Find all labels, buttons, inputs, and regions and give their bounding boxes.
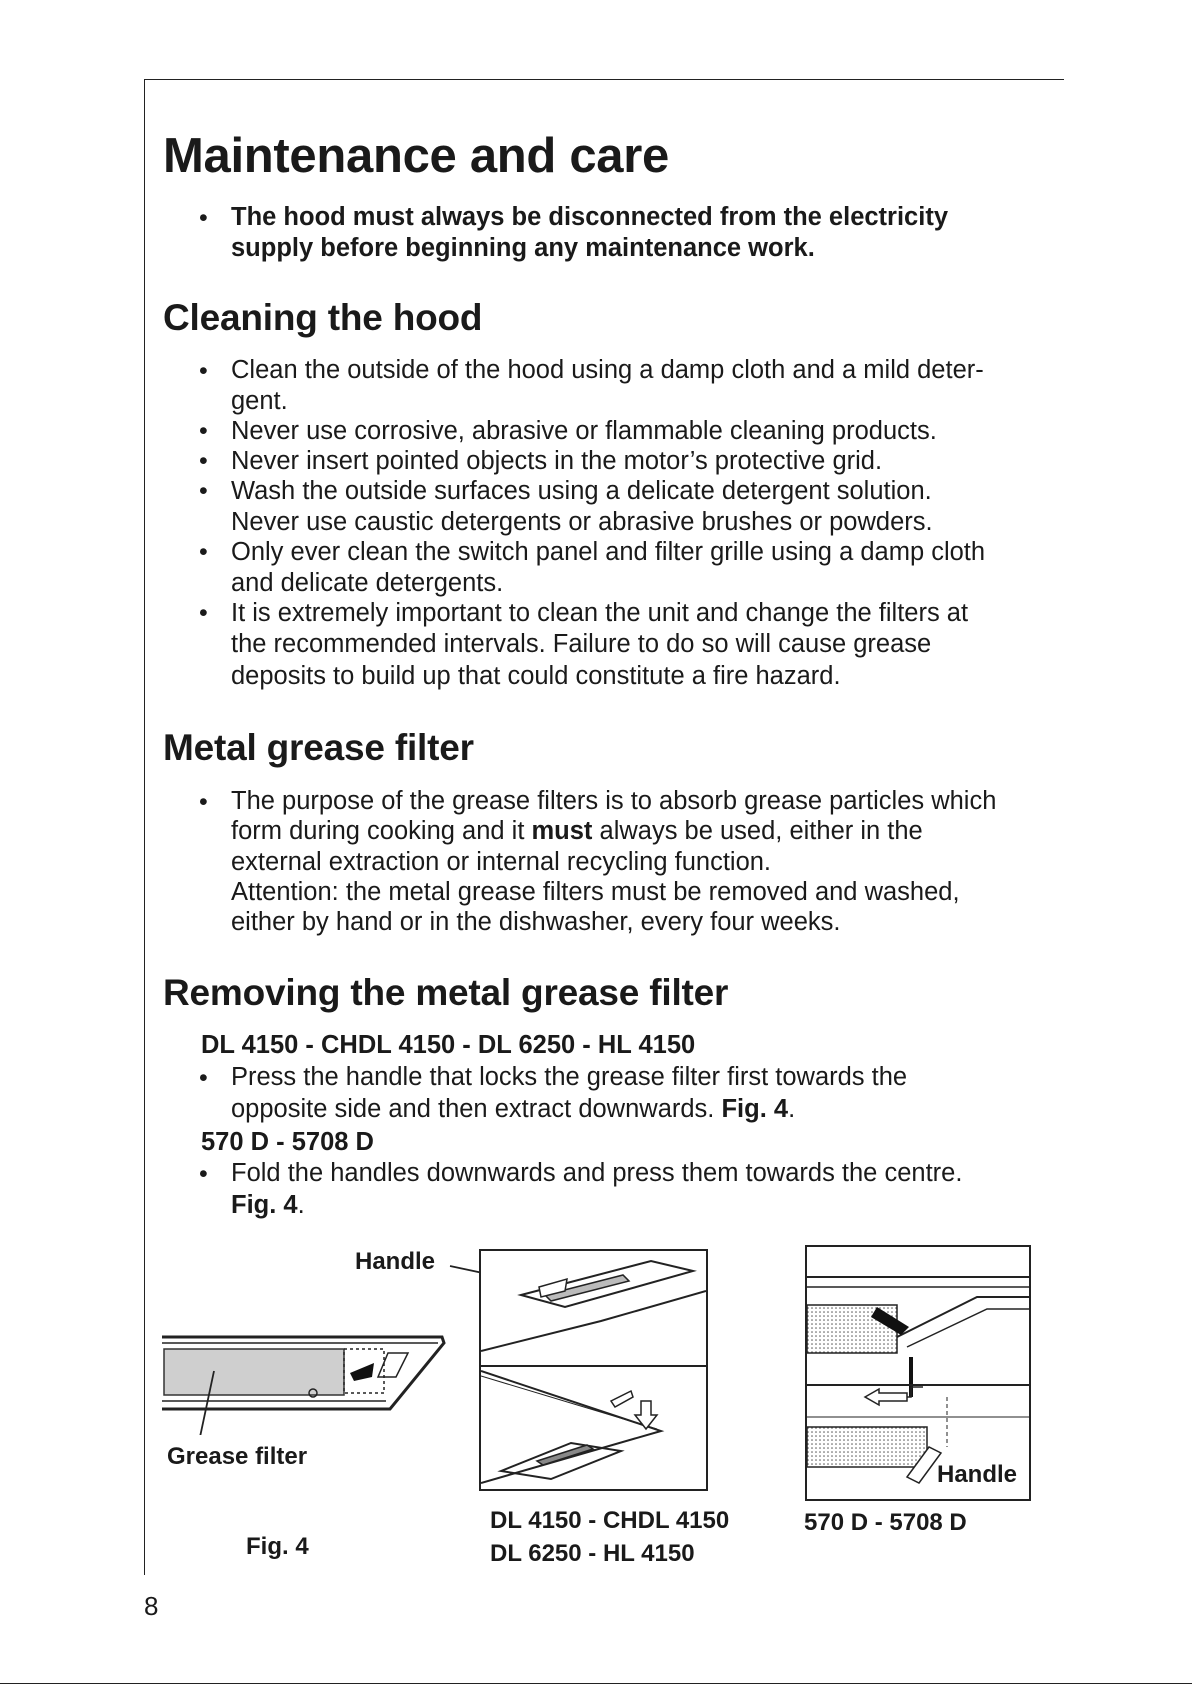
cleaning-line: It is extremely important to clean the unit and change the filters at <box>231 599 969 627</box>
removing-line: Press the handle that locks the grease filter first towards the <box>231 1063 908 1091</box>
hood-illustration <box>160 1325 460 1435</box>
bullet-icon: • <box>199 357 208 385</box>
metal-filter-line: either by hand or in the dishwasher, every four weeks. <box>231 908 841 936</box>
warning-line: The hood must always be disconnected from the electricity <box>231 203 949 231</box>
page-number: 8 <box>144 1591 159 1621</box>
metal-filter-line <box>231 816 923 846</box>
removing-line <box>231 1094 795 1124</box>
cleaning-line: gent. <box>231 387 288 415</box>
cleaning-line: Wash the outside surfaces using a delicate detergent solution. <box>231 477 932 505</box>
removing-text: opposite side and then extract downwards. <box>231 1095 722 1123</box>
cleaning-line: Only ever clean the switch panel and filter grille using a damp cloth <box>231 538 986 566</box>
bullet-icon: • <box>199 447 208 475</box>
frame-left-rule <box>144 79 145 1575</box>
metal-filter-line: external extraction or internal recycling function. <box>231 848 772 876</box>
removing-text: . <box>788 1095 796 1123</box>
warning-line: supply before beginning any maintenance work. <box>231 234 815 262</box>
metal-filter-text: always be used, either in the <box>592 817 923 845</box>
removing-line: Fold the handles downwards and press them towards the centre. <box>231 1159 963 1187</box>
cleaning-line: Never insert pointed objects in the motor’s protective grid. <box>231 447 883 475</box>
bullet-icon: • <box>199 538 208 566</box>
grease-filter-label: Grease filter <box>167 1443 308 1470</box>
caption-middle-1: DL 4150 - CHDL 4150 <box>490 1507 730 1534</box>
bullet-icon: • <box>199 599 208 627</box>
bullet-icon: • <box>199 1064 208 1092</box>
metal-filter-emphasis: must <box>531 817 593 845</box>
bullet-icon: • <box>199 1160 208 1188</box>
cleaning-line: and delicate detergents. <box>231 569 504 597</box>
frame-top-rule <box>144 79 1064 80</box>
handle-label: Handle <box>355 1248 436 1275</box>
cleaning-line: Clean the outside of the hood using a damp cloth and a mild deter- <box>231 356 984 384</box>
section-heading-removing: Removing the metal grease filter <box>163 972 729 1013</box>
caption-right: 570 D - 5708 D <box>804 1509 967 1536</box>
handle-label-right: Handle <box>937 1461 1018 1488</box>
removing-text: . <box>297 1191 305 1219</box>
metal-filter-line: Attention: the metal grease filters must be removed and washed, <box>231 878 960 906</box>
bullet-icon: • <box>199 417 208 445</box>
bullet-icon: • <box>199 788 208 816</box>
model-heading: DL 4150 - CHDL 4150 - DL 6250 - HL 4150 <box>201 1031 696 1059</box>
bullet-icon: • <box>199 477 208 505</box>
caption-middle-2: DL 6250 - HL 4150 <box>490 1540 695 1567</box>
section-heading-cleaning: Cleaning the hood <box>163 297 483 338</box>
metal-filter-line: The purpose of the grease filters is to absorb grease particles which <box>231 787 997 815</box>
cleaning-line: Never use corrosive, abrasive or flammable cleaning products. <box>231 417 937 445</box>
page-title: Maintenance and care <box>163 129 669 183</box>
removing-line <box>231 1190 305 1220</box>
bottom-edge-rule <box>0 1683 1192 1684</box>
metal-filter-text: form during cooking and it <box>231 817 532 845</box>
fig-reference: Fig. 4 <box>231 1191 298 1219</box>
section-heading-metal-filter: Metal grease filter <box>163 727 474 768</box>
fig-label: Fig. 4 <box>246 1533 309 1560</box>
model-heading: 570 D - 5708 D <box>201 1128 374 1156</box>
bullet-icon: • <box>199 204 208 232</box>
filter-removal-illustration <box>481 1251 706 1489</box>
cleaning-line: deposits to build up that could constitute a fire hazard. <box>231 662 841 690</box>
fig-reference: Fig. 4 <box>721 1095 789 1123</box>
cleaning-line: the recommended intervals. Failure to do so will cause grease <box>231 630 932 658</box>
cleaning-line: Never use caustic detergents or abrasive brushes or powders. <box>231 508 933 536</box>
figure-panel-middle <box>479 1249 708 1491</box>
